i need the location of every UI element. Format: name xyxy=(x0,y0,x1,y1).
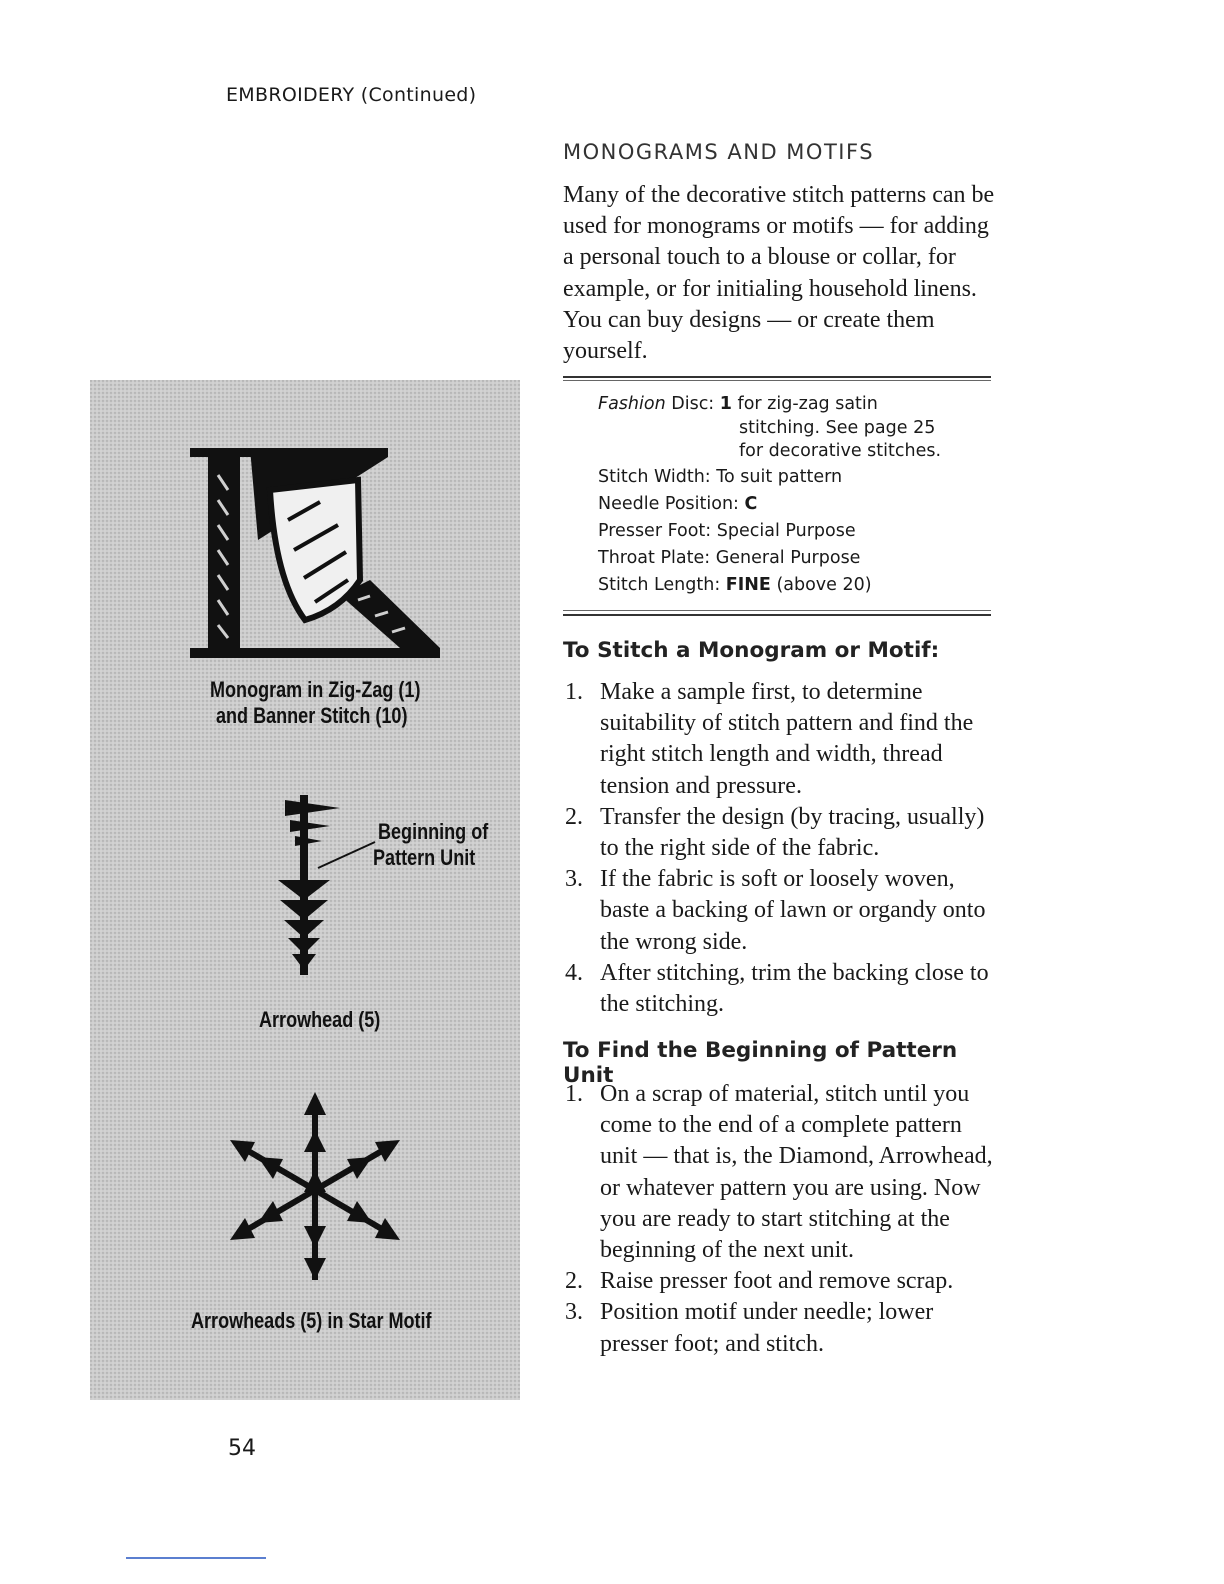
width-label: Stitch Width: xyxy=(598,466,717,487)
caption-monogram-line2: and Banner Stitch (10) xyxy=(216,703,408,728)
needle-value: C xyxy=(744,493,758,514)
list-item xyxy=(563,1297,1003,1359)
list-item xyxy=(563,1266,1003,1297)
illustration-panel xyxy=(90,380,520,1400)
intro-paragraph: Many of the decorative stitch patterns can be used for monograms or motifs — for adding a personal touch to a blouse or collar, for example, or for initialing household linens. You can buy designs — or create them yourself. xyxy=(563,182,995,365)
length-value: (above 20) xyxy=(770,574,872,595)
setting-disc-line3: for decorative stitches. xyxy=(739,441,942,461)
width-value: To suit pattern xyxy=(716,466,843,487)
plate-value: General Purpose xyxy=(715,547,861,568)
needle-label: Needle Position: xyxy=(598,493,745,514)
caption-monogram-line1: Monogram in Zig-Zag (1) xyxy=(210,677,421,702)
step-text: If the fabric is soft or loosely woven, baste a backing of lawn or organdy onto the wrong side. xyxy=(600,866,986,955)
list-item xyxy=(563,958,1003,1020)
machine-settings xyxy=(598,393,998,599)
page-number: 54 xyxy=(228,1436,256,1461)
setting-disc xyxy=(598,393,998,417)
step-number: 3. xyxy=(565,866,583,893)
length-label: Stitch Length: xyxy=(598,574,726,595)
length-value-bold: FINE xyxy=(725,574,771,595)
foot-value: Special Purpose xyxy=(716,520,856,541)
setting-disc-line2: stitching. See page 25 xyxy=(739,417,936,438)
caption-star-motif: Arrowheads (5) in Star Motif xyxy=(191,1308,432,1333)
disc-value-number: 1 xyxy=(719,394,732,414)
disc-label: Disc: xyxy=(665,394,720,414)
setting-needle-position xyxy=(598,491,998,518)
pattern-steps-heading: To Find the Beginning of Pattern Unit xyxy=(563,1038,958,1088)
illustration-artwork xyxy=(90,380,520,1400)
step-text: On a scrap of material, stitch until you come to the end of a complete pattern unit — that is, the Diamond, Arrowhead, or whatever pattern you are using. Now you are ready to start stitching at the beginning of the next unit. xyxy=(600,1081,993,1264)
bottom-edge-line xyxy=(126,1557,266,1559)
section-title: MONOGRAMS AND MOTIFS xyxy=(563,140,875,164)
step-number: 2. xyxy=(565,803,583,830)
settings-bottom-rule-inner xyxy=(563,610,991,611)
step-text: Raise presser foot and remove scrap. xyxy=(600,1268,954,1295)
step-text: Make a sample first, to determine suitability of stitch pattern and find the right stitch length and width, thread tension and pressure. xyxy=(600,679,974,799)
settings-bottom-rule xyxy=(563,614,991,616)
list-item xyxy=(563,864,1003,958)
callout-line2: Pattern Unit xyxy=(373,845,476,870)
setting-stitch-length xyxy=(598,572,998,599)
step-text: Position motif under needle; lower presser foot; and stitch. xyxy=(600,1299,934,1357)
step-text: After stitching, trim the backing close to the stitching. xyxy=(600,959,989,1018)
callout-line1: Beginning of xyxy=(378,819,489,844)
list-item xyxy=(563,677,1003,802)
caption-arrowhead: Arrowhead (5) xyxy=(259,1007,381,1032)
plate-label: Throat Plate: xyxy=(598,547,716,568)
setting-throat-plate xyxy=(598,545,998,572)
monogram-steps-list xyxy=(563,677,1003,1020)
disc-label-italic: Fashion xyxy=(598,394,666,414)
step-text: Transfer the design (by tracing, usually) to the right side of the fabric. xyxy=(600,803,985,862)
disc-value: for zig-zag satin xyxy=(731,394,878,414)
step-number: 1. xyxy=(565,679,583,705)
list-item xyxy=(563,802,1003,864)
running-head: EMBROIDERY (Continued) xyxy=(226,84,477,106)
monogram-steps-heading: To Stitch a Monogram or Motif: xyxy=(563,638,940,663)
foot-label: Presser Foot: xyxy=(598,520,717,541)
step-number: 3. xyxy=(565,1299,583,1326)
step-number: 4. xyxy=(565,959,583,986)
list-item xyxy=(563,1079,1003,1266)
pattern-steps-list xyxy=(563,1079,1003,1360)
setting-stitch-width xyxy=(598,464,998,491)
settings-top-rule xyxy=(563,376,991,378)
setting-presser-foot xyxy=(598,518,998,545)
step-number: 1. xyxy=(565,1081,583,1107)
step-number: 2. xyxy=(565,1268,583,1295)
settings-top-rule-inner xyxy=(563,380,991,381)
